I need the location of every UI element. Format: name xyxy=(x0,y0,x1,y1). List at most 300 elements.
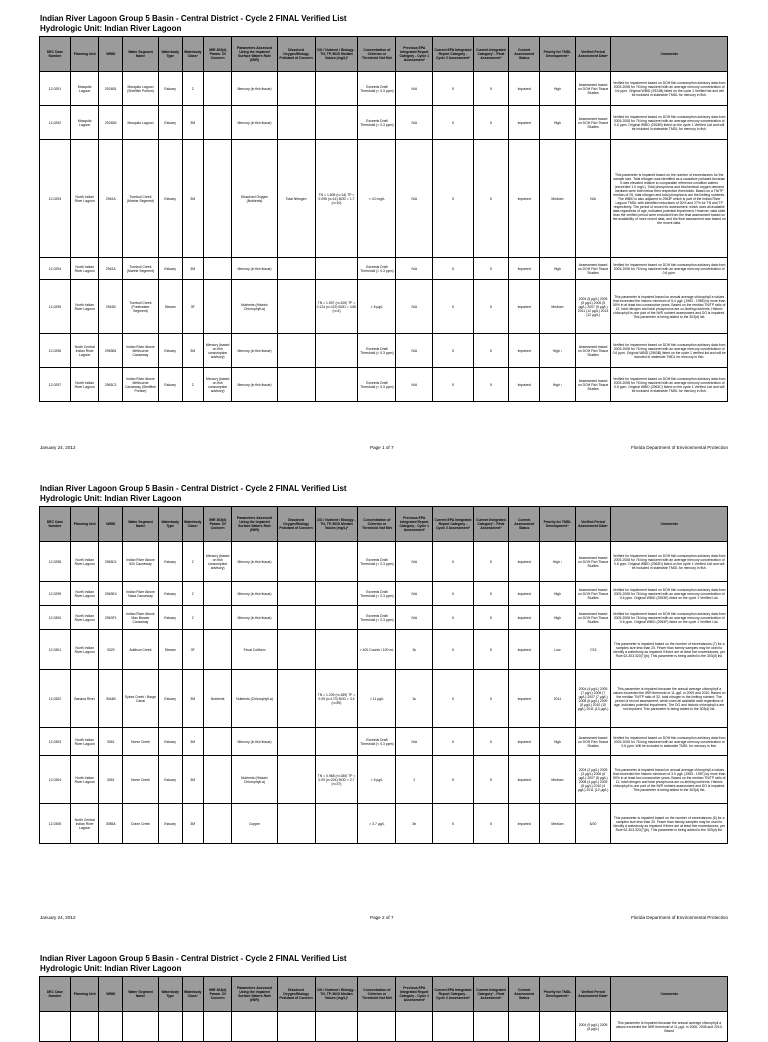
table-cell: Impaired xyxy=(509,606,540,630)
column-header: Current Integrated Category³ - Final Assessment³ xyxy=(473,507,509,542)
table-cell: Mercury (in fish tissue) xyxy=(232,368,277,402)
table-cell: Assessment based on DOH Fish Tissue Studies xyxy=(575,72,611,106)
column-header: Comments xyxy=(611,37,728,72)
column-header: Parameters Assessed Using the Impaired Surface Waters Rule (IWR) xyxy=(232,37,277,72)
table-cell xyxy=(315,630,358,670)
table-cell: Mercury (in fish tissue) xyxy=(232,258,277,280)
table-cell: Assessment based on DOH Fish Tissue Studies xyxy=(575,258,611,280)
table-cell xyxy=(315,606,358,630)
column-header: Verified Period Assessment Data⁵ xyxy=(575,507,611,542)
table-cell: Impaired xyxy=(509,542,540,582)
table-cell: 3M xyxy=(182,670,203,728)
table-cell: Dissolved Oxygen (Nutrients) xyxy=(232,140,277,258)
table-cell xyxy=(123,1012,159,1042)
table-cell: 2924B2 xyxy=(99,106,123,140)
table-cell xyxy=(277,542,315,582)
table-cell: This parameter is impaired based on the number of exceedances for the sample size. Total nitrogen was identified as a causative pollutant because it was elevated relative to comparable reference condition waters (exceeded 1.0 mg/L). Total phosphorus and biochemical oxygen demand medians were both below their respective thresholds. Based on a TN/TP median of 25, total nitrogen and total phosphorus are the limiting nutrients. The WBID is also adjacent to 2963F which is part of the Indian River Lagoon TMDL with identified reductions of 30% and 27% for TN and TP respectively. The period of record for assessment, which uses all available data regardless of age, indicated potential impairment. However, data older than the verified period were excluded from the final assessment based on the availability of more recent data, and the final assessment was based on the recent data. xyxy=(611,140,728,258)
column-header: Current Assessment Status xyxy=(509,507,540,542)
table-cell xyxy=(40,1012,71,1042)
table-cell: Mercury (in fish tissue) xyxy=(232,606,277,630)
column-header: Previous EPA Integrated Report Category - Cycle 1 Assessment³ xyxy=(396,507,433,542)
table-cell: Horse Creek xyxy=(123,756,159,804)
report-page xyxy=(0,470,768,940)
table-cell: High ¹ xyxy=(540,542,576,582)
table-cell: Impaired xyxy=(509,106,540,140)
table-cell: Medium xyxy=(540,280,576,334)
table-cell: TN = 1.605 (n=14) TP = 0.096 (n=14) BOD = 1.7 (n=10) xyxy=(315,140,358,258)
table-cell: Sykes Creek / Barge Canal xyxy=(123,670,159,728)
table-cell: Exceeds Draft Threshold (< 0.3 ppm) xyxy=(358,72,396,106)
table-cell: North Indian River Lagoon xyxy=(70,140,99,258)
table-cell: 5 xyxy=(473,258,509,280)
table-cell: < 8 µg/L xyxy=(358,280,396,334)
table-cell: 12-0298 xyxy=(40,542,71,582)
table-cell: High xyxy=(540,258,576,280)
table-cell: 5 xyxy=(433,72,473,106)
column-header: Waterbody Class¹ xyxy=(182,977,203,1012)
table-cell: Estuary xyxy=(158,804,182,844)
table-cell: Assessment based on DOH Fish Tissue Studies xyxy=(575,334,611,368)
table-cell: TN = 1.507 (n=100) TP = 0.124 (n=119) BOD = 4.80 (n=4) xyxy=(315,280,358,334)
column-header: Previous EPA Integrated Report Category - Cycle 1 Assessment³ xyxy=(396,37,433,72)
table-cell: 5 xyxy=(473,334,509,368)
column-header: WBID xyxy=(99,977,123,1012)
table-row xyxy=(40,334,728,368)
table-cell: 2942A xyxy=(99,140,123,258)
column-header: Current EPA Integrated Report Category - Cycle 2 Assessment³ xyxy=(433,977,473,1012)
table-cell: North Indian River Lagoon xyxy=(70,542,99,582)
table-cell xyxy=(277,804,315,844)
table-cell xyxy=(203,72,232,106)
table-cell: Impaired xyxy=(509,756,540,804)
table-cell: Mercury (based on fish consumption advisory) xyxy=(203,542,232,582)
table-cell: This parameter is impaired based on the number of exceedances (6) for a samples size less than 20. Fewer than twenty samples may be used to identify a waterbody as impaired if there are at least five exceedances, per Rule 62-303.320(7)(b). This parameter is being added to the 303(d) list. xyxy=(611,804,728,844)
table-cell: 12-0303 xyxy=(40,728,71,756)
table-row xyxy=(40,542,728,582)
table-row xyxy=(40,140,728,258)
table-row xyxy=(40,368,728,402)
table-cell: 2963B1 xyxy=(99,334,123,368)
footer-organization: Florida Department of Environmental Protection xyxy=(630,915,728,920)
table-cell: North Indian River Lagoon xyxy=(70,756,99,804)
table-cell: 5 xyxy=(433,368,473,402)
table-cell: 2004 (9 µg/L) 2005 (8 µg/L) xyxy=(575,1012,611,1042)
table-cell: Indian River Above Melbourne Causeway (Shellfish Portion) xyxy=(123,368,159,402)
table-cell: Assessment based on DOH Fish Tissue Studies xyxy=(575,368,611,402)
table-cell xyxy=(433,1012,473,1042)
table-row xyxy=(40,1012,728,1042)
table-cell: This parameter is impaired based on annual average chlorophyll a values that exceeded the historic minimum of 5.4 µg/L (1983 - 1985) by more than 50% in at least two consecutive years. Based on the median TN/TP ratio of 12, total nitrogen and total phosphorus are co-limiting nutrients. Historic chlorophyll is one part of the IWR nutrient assessment and DO is impaired. This parameter is being added to the 303(d) list. xyxy=(611,280,728,334)
table-cell xyxy=(203,1012,232,1042)
table-cell xyxy=(315,72,358,106)
table-cell: 5 xyxy=(473,106,509,140)
table-cell: Medium xyxy=(540,140,576,258)
table-cell: 12-0305 xyxy=(40,804,71,844)
column-header: IWR 303(d) Param. Of Concern xyxy=(203,507,232,542)
table-cell: 5 xyxy=(433,542,473,582)
table-cell: Mercury (in fish tissue) xyxy=(232,582,277,606)
table-cell: Exceeds Draft Threshold (< 0.3 ppm) xyxy=(358,728,396,756)
table-cell: 12-0291 xyxy=(40,72,71,106)
table-cell: 2963D1 xyxy=(99,542,123,582)
table-cell: 3061 xyxy=(99,756,123,804)
table-cell: Mosquito Lagoon xyxy=(70,72,99,106)
table-cell xyxy=(315,334,358,368)
table-cell xyxy=(277,630,315,670)
table-cell: 5 xyxy=(473,670,509,728)
table-cell: Verified for impairment based on DOH fish consumption advisory data from 2005-2008 for 76 king mackerel with an average mercury concentration of 0.6 ppm. Original WBID (2963E) listed on the cycle 1 Verified List. xyxy=(611,582,728,606)
table-cell: 12-0304 xyxy=(40,756,71,804)
column-header: Concentration of Criterion or Threshold Not Met xyxy=(358,507,396,542)
table-cell: 7/13 xyxy=(575,630,611,670)
table-cell: 2963F1 xyxy=(99,606,123,630)
table-cell: Impaired xyxy=(509,72,540,106)
table-cell: 5 xyxy=(473,582,509,606)
table-cell: 5 xyxy=(473,804,509,844)
table-cell: Indian River Above Melbourne Causeway xyxy=(123,334,159,368)
column-header: DEC Case Number xyxy=(40,977,71,1012)
table-cell: 5 xyxy=(473,542,509,582)
table-cell: High xyxy=(540,106,576,140)
table-cell: 2 xyxy=(182,72,203,106)
table-cell: 5 xyxy=(433,728,473,756)
table-cell: Mercury (in fish tissue) xyxy=(232,72,277,106)
table-cell xyxy=(203,756,232,804)
column-header: Previous EPA Integrated Report Category - Cycle 1 Assessment³ xyxy=(396,977,433,1012)
table-cell: Stream xyxy=(158,280,182,334)
table-cell: 2004 (4 µg/L) 2005 (7 µg/L) 2006 (7 µg/L) 2007 (7 µg/L) 2008 (6 µg/L) 2009 (8 µg/L) 2010 (10 µg/L) 2011 (13 µg/L) xyxy=(575,670,611,728)
table-cell xyxy=(203,804,232,844)
footer-date: January 24, 2012 xyxy=(40,915,76,920)
table-cell: Assessment based on DOH Fish Tissue Studies xyxy=(575,106,611,140)
report-header xyxy=(40,14,347,34)
table-cell: > 5 µg/L xyxy=(358,756,396,804)
table-cell: Estuary xyxy=(158,140,182,258)
table-cell: This parameter is impaired based on the number of exceedances (7) for a samples size less than 20. Fewer than twenty samples may be used to identify a waterbody as impaired if there are at least five exceedances, per Rule 62-303.320(7)(b). This parameter is being added to the 303(d) list. xyxy=(611,630,728,670)
table-cell: 5 xyxy=(473,606,509,630)
table-cell: 5 xyxy=(473,72,509,106)
column-header: Waterbody Type xyxy=(158,977,182,1012)
table-cell: Nutrients (Historic Chlorophyll-a) xyxy=(232,756,277,804)
table-cell: 12-0302 xyxy=(40,670,71,728)
table-cell xyxy=(277,106,315,140)
table-cell xyxy=(277,368,315,402)
table-cell: Fecal Coliform xyxy=(232,630,277,670)
table-cell: Impaired xyxy=(509,804,540,844)
column-header: Verified Period Assessment Data⁵ xyxy=(575,977,611,1012)
table-cell xyxy=(396,1012,433,1042)
table-cell: Impaired xyxy=(509,280,540,334)
table-cell: Total Nitrogen xyxy=(277,140,315,258)
table-cell: 5 xyxy=(433,630,473,670)
table-cell: Indian River Above Nasa Causeway xyxy=(123,582,159,606)
table-cell xyxy=(277,72,315,106)
table-cell: Mercury (based on fish consumption advisory) xyxy=(203,334,232,368)
table-cell: N/A xyxy=(396,258,433,280)
table-cell: Exceeds Draft Threshold (< 0.3 ppm) xyxy=(358,106,396,140)
table-cell: Exceeds Draft Threshold (< 0.3 ppm) xyxy=(358,258,396,280)
table-cell xyxy=(277,670,315,728)
column-header: Waterbody Type xyxy=(158,507,182,542)
table-cell: Impaired xyxy=(509,368,540,402)
table-cell: Turnbull Creek (Marine Segment) xyxy=(123,258,159,280)
header-row xyxy=(40,977,728,1012)
table-cell: Mercury (in fish tissue) xyxy=(232,334,277,368)
table-cell xyxy=(232,1012,277,1042)
table-cell: Impaired xyxy=(509,334,540,368)
table-cell: TN = 0.968 (n=180) TP = 0.09 (n=204) BOD = 2.7 (n=37) xyxy=(315,756,358,804)
table-cell: High ¹ xyxy=(540,334,576,368)
table-cell: 5 xyxy=(473,280,509,334)
table-cell: Verified for impairment based on DOH fish consumption advisory data from 2005-2008 for 76 king mackerel with an average mercury concentration of 0.6 ppm. Original WBID (2924B) listed on the cycle 1 Verified List and will be included in statewide TMDL for mercury in fish. xyxy=(611,106,728,140)
table-cell: North Indian River Lagoon xyxy=(70,280,99,334)
table-cell: Estuary xyxy=(158,582,182,606)
table-cell: 3M xyxy=(182,140,203,258)
table-cell: North Central Indian River Lagoon xyxy=(70,334,99,368)
table-cell xyxy=(203,140,232,258)
table-cell xyxy=(540,1012,576,1042)
column-header: Water Segment Name xyxy=(123,37,159,72)
table-cell: Nutrients xyxy=(203,670,232,728)
table-cell xyxy=(277,582,315,606)
table-cell: Impaired xyxy=(509,670,540,728)
column-header: DO / Nutrient / Biology - TN, TP, BOD Median Values (mg/L)² xyxy=(315,977,358,1012)
table-cell xyxy=(277,1012,315,1042)
table-cell: Estuary xyxy=(158,72,182,106)
column-header: WBID xyxy=(99,507,123,542)
table-cell: 3M xyxy=(182,258,203,280)
column-header: Comments xyxy=(611,507,728,542)
table-cell: 3085A xyxy=(99,804,123,844)
table-cell: Mercury (based on fish consumption advisory) xyxy=(203,368,232,402)
table-cell: < 4.0 mg/L xyxy=(358,140,396,258)
table-cell: Exceeds Draft Threshold (< 0.3 ppm) xyxy=(358,334,396,368)
table-cell: 5 xyxy=(433,280,473,334)
table-row xyxy=(40,72,728,106)
table-cell: 3M xyxy=(182,756,203,804)
table-cell xyxy=(315,542,358,582)
table-cell: 3M xyxy=(182,334,203,368)
table-cell: Estuary xyxy=(158,368,182,402)
table-cell: 5 xyxy=(473,368,509,402)
table-cell: 2942B xyxy=(99,280,123,334)
table-cell: 5 xyxy=(473,756,509,804)
table-cell: N/A xyxy=(396,106,433,140)
table-cell: N/A xyxy=(396,606,433,630)
table-cell: Mosquito Lagoon (Shellfish Portion) xyxy=(123,72,159,106)
table-cell: 5 xyxy=(433,106,473,140)
table-cell: This parameter is impaired based on annual average chlorophyll a values that exceeded the historic minimum of 3.0 µg/L (1983 - 1987) by more than 50% in at least two consecutive years. Based on the median TN/TP ratio of 11, total nitrogen and total phosphorus are co-limiting nutrients. Historic chlorophyll is one part of the IWR nutrient assessment and DO is impaired. This parameter is being added to the 303(d) list. xyxy=(611,756,728,804)
column-header: Current Assessment Status xyxy=(509,37,540,72)
table-cell: Impaired xyxy=(509,258,540,280)
table-cell: 12-0296 xyxy=(40,334,71,368)
table-cell: 3M xyxy=(182,804,203,844)
table-cell: Exceeds Draft Threshold (< 0.3 ppm) xyxy=(358,368,396,402)
table-cell: 2963C1 xyxy=(99,368,123,402)
column-header: WBID xyxy=(99,37,123,72)
table-cell xyxy=(277,258,315,280)
table-cell: Estuary xyxy=(158,756,182,804)
table-cell: Verified for impairment based on DOH fish consumption advisory data from 2005-2008 for 76 king mackerel with an average mercury concentration of 0.6 ppm. Will be included in statewide TMDL for mercury in fish. xyxy=(611,728,728,756)
column-header: DEC Case Number xyxy=(40,507,71,542)
table-cell: 3M xyxy=(182,728,203,756)
table-cell: 3F xyxy=(182,630,203,670)
report-subtitle: Hydrologic Unit: Indian River Lagoon xyxy=(40,964,182,973)
table-cell xyxy=(99,1012,123,1042)
table-cell: 12-0301 xyxy=(40,630,71,670)
table-cell: High ¹ xyxy=(540,368,576,402)
table-cell xyxy=(203,582,232,606)
table-cell: North Indian River Lagoon xyxy=(70,582,99,606)
table-cell: Impaired xyxy=(509,140,540,258)
table-cell: North Indian River Lagoon xyxy=(70,728,99,756)
table-cell: 5 xyxy=(433,670,473,728)
table-cell: Addison Creek xyxy=(123,630,159,670)
column-header: Current EPA Integrated Report Category - Cycle 2 Assessment³ xyxy=(433,507,473,542)
table-cell xyxy=(315,368,358,402)
table-cell: Banana River xyxy=(70,670,99,728)
table-cell: Estuary xyxy=(158,606,182,630)
table-cell: N/A xyxy=(575,140,611,258)
table-cell: 5 xyxy=(433,804,473,844)
column-header: DO / Nutrient / Biology - TN, TP, BOD Median Values (mg/L)² xyxy=(315,37,358,72)
column-header: Current Assessment Status xyxy=(509,977,540,1012)
table-row xyxy=(40,106,728,140)
table-cell xyxy=(277,728,315,756)
table-cell xyxy=(70,1012,99,1042)
table-row xyxy=(40,728,728,756)
table-row xyxy=(40,280,728,334)
table-cell: Medium xyxy=(540,804,576,844)
column-header: Planning Unit xyxy=(70,37,99,72)
table-row xyxy=(40,258,728,280)
table-cell: 3061 xyxy=(99,728,123,756)
table-cell: Verified for impairment based on DOH fish consumption advisory data from 2005-2008 for 76 king mackerel with an average mercury concentration of 0.6 ppm. Original WBID (2963C) listed on the cycle 1 Verified List and will be included in statewide TMDL for mercury in fish. xyxy=(611,368,728,402)
table-cell xyxy=(203,606,232,630)
table-cell: Impaired xyxy=(509,728,540,756)
table-cell xyxy=(315,582,358,606)
report-subtitle: Hydrologic Unit: Indian River Lagoon xyxy=(40,24,182,33)
table-cell: Assessment based on DOH Fish Tissue Studies xyxy=(575,582,611,606)
table-cell: 5 xyxy=(433,334,473,368)
table-cell: High xyxy=(540,582,576,606)
table-cell: Crane Creek xyxy=(123,804,159,844)
column-header: Concentration of Criterion or Threshold Not Met xyxy=(358,37,396,72)
table-cell: 5 xyxy=(433,606,473,630)
table-cell: Estuary xyxy=(158,670,182,728)
table-cell: 5 xyxy=(433,140,473,258)
table-cell xyxy=(315,1012,358,1042)
table-cell: This parameter is impaired because the annual average chlorophyll a values exceeded the IWR threshold of 11 µg/L in 2009 and 2010. Based on the median TN/TP ratio of 32, total nitrogen is the limiting nutrient. The period of record assessment, which uses all available data regardless of age, indicates potential impairment. The DO and historic chlorophyll a are not impaired. This parameter is being added to the 303(d) list. xyxy=(611,670,728,728)
table-cell xyxy=(158,1012,182,1042)
table-cell xyxy=(277,606,315,630)
table-cell: 5 xyxy=(433,756,473,804)
table-cell: Low xyxy=(540,630,576,670)
column-header: Current EPA Integrated Report Category - Cycle 2 Assessment³ xyxy=(433,37,473,72)
table-cell: Exceeds Draft Threshold (< 0.3 ppm) xyxy=(358,606,396,630)
column-header: IWR 303(d) Param. Of Concern xyxy=(203,37,232,72)
table-cell xyxy=(182,1012,203,1042)
table-cell: 3F xyxy=(182,280,203,334)
table-cell: High xyxy=(540,606,576,630)
table-cell xyxy=(203,630,232,670)
table-cell: Indian River Above Max Brewer Causeway xyxy=(123,606,159,630)
column-header: Dissolved Oxygen/Biology Pollutant of Concern xyxy=(277,977,315,1012)
table-cell: > 3.7 µg/L xyxy=(358,804,396,844)
table-cell: North Central Indian River Lagoon xyxy=(70,804,99,844)
table-cell xyxy=(203,258,232,280)
column-header: Dissolved Oxygen/Biology Pollutant of Concern xyxy=(277,37,315,72)
column-header: Parameters Assessed Using the Impaired Surface Waters Rule (IWR) xyxy=(232,507,277,542)
table-cell: 5 xyxy=(433,258,473,280)
table-cell: 12-0293 xyxy=(40,140,71,258)
table-cell: Exceeds Draft Threshold (< 0.3 ppm) xyxy=(358,582,396,606)
table-cell: 12-0295 xyxy=(40,280,71,334)
table-cell: 3c xyxy=(396,630,433,670)
table-cell: High xyxy=(540,728,576,756)
table-cell: N/A xyxy=(396,72,433,106)
table-cell: Mercury (in fish tissue) xyxy=(232,542,277,582)
report-title: Indian River Lagoon Group 5 Basin - Central District - Cycle 2 FINAL Verified List xyxy=(40,954,347,963)
verified-list-table xyxy=(39,976,728,1042)
report-title: Indian River Lagoon Group 5 Basin - Central District - Cycle 2 FINAL Verified List xyxy=(40,484,347,493)
verified-list-table xyxy=(39,506,728,844)
column-header: Water Segment Name xyxy=(123,507,159,542)
table-cell: 5 xyxy=(473,630,509,670)
table-cell: Mosquito Lagoon xyxy=(70,106,99,140)
table-cell xyxy=(277,756,315,804)
column-header: Planning Unit xyxy=(70,977,99,1012)
table-cell xyxy=(203,728,232,756)
table-cell: Nutrients (Historic Chlorophyll-a) xyxy=(232,280,277,334)
column-header: DO / Nutrient / Biology - TN, TP, BOD Median Values (mg/L)² xyxy=(315,507,358,542)
table-cell xyxy=(277,280,315,334)
report-header xyxy=(40,484,347,504)
table-cell: Estuary xyxy=(158,728,182,756)
table-cell: Assessment based on DOH Fish Tissue Studies xyxy=(575,542,611,582)
column-header: Current Integrated Category³ - Final Assessment³ xyxy=(473,37,509,72)
table-cell: 2963E4 xyxy=(99,582,123,606)
table-cell: Verified for impairment based on DOH fish consumption advisory data from 2005-2008 for 76 king mackerel with an average mercury concentration of 0.6 ppm. Original WBID (2963F) listed on the cycle 1 Verified List. xyxy=(611,606,728,630)
column-header: Waterbody Type xyxy=(158,37,182,72)
table-cell: Verified for impairment based on DOH fish consumption advisory data from 2005-2008 for 76 king mackerel with an average mercury concentration of 0.6 ppm. xyxy=(611,258,728,280)
table-cell: Estuary xyxy=(158,258,182,280)
table-row xyxy=(40,804,728,844)
column-header: Comments xyxy=(611,977,728,1012)
footer-date: January 24, 2012 xyxy=(40,445,76,450)
column-header: Concentration of Criterion or Threshold Not Met xyxy=(358,977,396,1012)
table-cell: 2011 xyxy=(540,670,576,728)
table-cell: Impaired xyxy=(509,582,540,606)
column-header: Verified Period Assessment Data⁵ xyxy=(575,37,611,72)
table-cell: Verified for impairment based on DOH fish consumption advisory data from 2005-2008 for 76 king mackerel with an average mercury concentration of 0.6 ppm. Original WBID (2963B) listed on the cycle 1 verified list and will be included in statewide TMDL for mercury in fish. xyxy=(611,334,728,368)
column-header: Priority for TMDL Development⁴ xyxy=(540,507,576,542)
table-cell: N/A xyxy=(396,334,433,368)
table-cell: High xyxy=(540,72,576,106)
table-cell xyxy=(315,106,358,140)
table-cell: North Indian River Lagoon xyxy=(70,258,99,280)
table-cell: N/A xyxy=(396,582,433,606)
table-cell: N/A xyxy=(396,140,433,258)
table-cell: Estuary xyxy=(158,334,182,368)
table-cell xyxy=(203,106,232,140)
table-cell: Turnbull Creek (Marine Segment) xyxy=(123,140,159,258)
page-number: Page 1 of 7 xyxy=(370,445,394,450)
report-header xyxy=(40,954,347,974)
column-header: Waterbody Class¹ xyxy=(182,37,203,72)
column-header: DEC Case Number xyxy=(40,37,71,72)
table-cell: 12-0299 xyxy=(40,582,71,606)
